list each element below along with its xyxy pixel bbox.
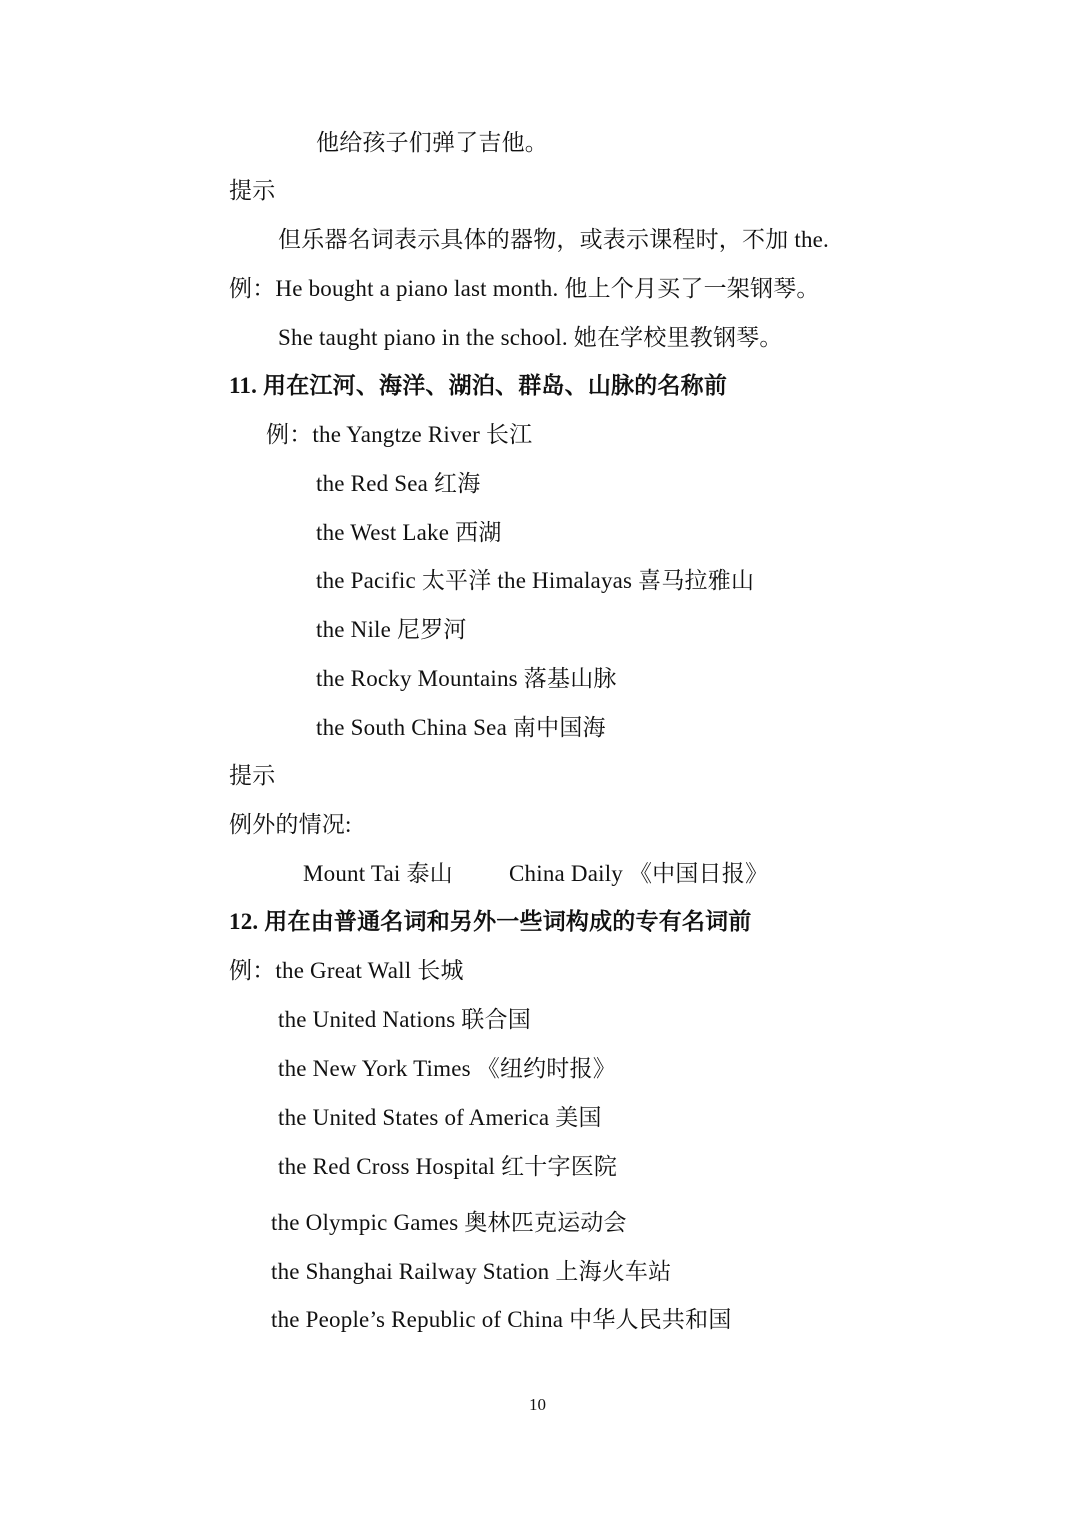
example-olympic-games: the Olympic Games 奥林匹克运动会 bbox=[271, 1210, 627, 1235]
example-nile: the Nile 尼罗河 bbox=[316, 617, 467, 642]
example-west-lake: the West Lake 西湖 bbox=[316, 520, 502, 545]
example-mount-tai: Mount Tai 泰山 bbox=[303, 861, 453, 886]
example-red-cross-hospital: the Red Cross Hospital 红十字医院 bbox=[278, 1154, 618, 1179]
page-number: 10 bbox=[529, 1395, 546, 1414]
example-red-sea: the Red Sea 红海 bbox=[316, 471, 481, 496]
exceptions-label: 例外的情况: bbox=[229, 812, 352, 837]
example-shanghai-railway-station: the Shanghai Railway Station 上海火车站 bbox=[271, 1259, 672, 1284]
example-new-york-times: the New York Times 《纽约时报》 bbox=[278, 1056, 616, 1081]
example-piano-taught: She taught piano in the school. 她在学校里教钢琴。 bbox=[278, 325, 783, 350]
section-heading-12: 12. 用在由普通名词和另外一些词构成的专有名词前 bbox=[229, 909, 752, 934]
example-united-nations: the United Nations 联合国 bbox=[278, 1007, 531, 1032]
example-yangtze-river: 例：the Yangtze River 长江 bbox=[266, 422, 533, 447]
tip-text-instruments: 但乐器名词表示具体的器物，或表示课程时，不加 the. bbox=[278, 227, 829, 252]
section-heading-11: 11. 用在江河、海洋、湖泊、群岛、山脉的名称前 bbox=[229, 373, 728, 398]
example-rocky-mountains: the Rocky Mountains 落基山脉 bbox=[316, 666, 617, 691]
example-translation-guitar: 他给孩子们弹了吉他。 bbox=[316, 130, 548, 155]
example-pacific-himalayas: the Pacific 太平洋 the Himalayas 喜马拉雅山 bbox=[316, 568, 755, 593]
example-china-daily: China Daily 《中国日报》 bbox=[509, 861, 769, 886]
example-united-states: the United States of America 美国 bbox=[278, 1105, 602, 1130]
example-peoples-republic-of-china: the People’s Republic of China 中华人民共和国 bbox=[271, 1307, 732, 1332]
example-south-china-sea: the South China Sea 南中国海 bbox=[316, 715, 606, 740]
example-piano-bought: 例：He bought a piano last month. 他上个月买了一架钢琴。 bbox=[229, 276, 820, 301]
tip-label-2: 提示 bbox=[229, 763, 276, 788]
tip-label: 提示 bbox=[229, 178, 276, 203]
example-great-wall: 例：the Great Wall 长城 bbox=[229, 958, 464, 983]
